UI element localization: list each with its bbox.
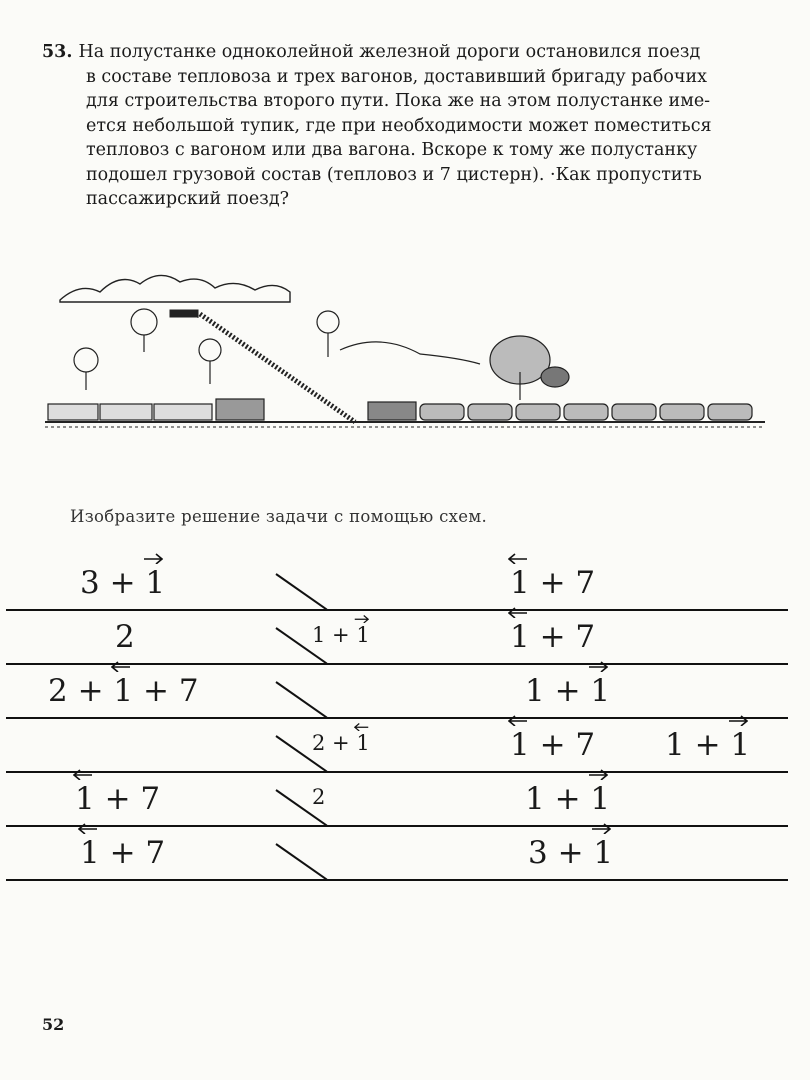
scheme-diagram xyxy=(0,555,810,885)
track-line xyxy=(6,825,788,827)
freight-train xyxy=(368,402,752,420)
right-group: 1 + 1 xyxy=(525,673,610,709)
arrow-left-icon xyxy=(508,606,528,618)
problem-text xyxy=(42,40,770,212)
right-group: 1 + 1 xyxy=(525,781,610,817)
dead-end-slash xyxy=(275,843,327,880)
arrow-left-icon xyxy=(111,660,131,672)
extra-group: 1 + 1 xyxy=(665,727,750,763)
right-group: 1 + 7 xyxy=(510,727,595,763)
track-line xyxy=(6,609,788,611)
dead-end-slash xyxy=(275,681,327,718)
problem-line-7: пассажирский поезд? xyxy=(86,189,289,209)
right-group: 3 + 1 xyxy=(528,835,613,871)
arrow-left-icon xyxy=(354,722,369,731)
left-group: 2 xyxy=(115,619,135,655)
arrow-left-icon xyxy=(508,552,528,564)
problem-line-2: в составе тепловоза и трех вагонов, доставивший бригаду рабочих xyxy=(86,66,707,87)
track-line xyxy=(6,717,788,719)
arrow-left-icon xyxy=(78,822,98,834)
problem-number: 53. xyxy=(42,42,73,62)
arrow-right-icon xyxy=(588,768,608,780)
arrow-left-icon xyxy=(508,714,528,726)
dead-end-group: 2 + 1 xyxy=(312,731,370,755)
problem-line-3: для строительства второго пути. Пока же на этом полустанке име- xyxy=(86,91,711,111)
page-number: 52 xyxy=(42,1015,65,1034)
problem-line-5: тепловоз с вагоном или два вагона. Вскоре к тому же полустанку xyxy=(86,140,698,160)
track-line xyxy=(6,879,788,881)
hills xyxy=(60,275,290,302)
problem-line-6: подошел грузовой состав (тепловоз и 7 цистерн). ·Как пропустить xyxy=(86,164,702,185)
arrow-right-icon xyxy=(354,614,369,623)
arrow-right-icon xyxy=(728,714,748,726)
tree-3 xyxy=(199,339,221,384)
passenger-train xyxy=(48,399,264,420)
dead-end-group: 2 xyxy=(312,785,326,809)
tree-2 xyxy=(131,309,157,352)
arrow-right-icon xyxy=(588,660,608,672)
left-group: 1 + 7 xyxy=(80,835,165,871)
arrow-left-icon xyxy=(73,768,93,780)
right-group: 1 + 7 xyxy=(510,565,595,601)
tree-1 xyxy=(74,348,98,390)
track-line xyxy=(6,771,788,773)
big-tree xyxy=(490,336,569,400)
dead-end-group: 1 + 1 xyxy=(312,623,370,647)
right-group: 1 + 7 xyxy=(510,619,595,655)
tree-4 xyxy=(317,311,339,357)
problem-line-1: 53. На полустанке одноколейной железной дороги остановился поезд xyxy=(42,42,701,62)
left-group: 3 + 1 xyxy=(80,565,165,601)
arrow-right-icon xyxy=(591,822,611,834)
left-group: 2 + 1 + 7 xyxy=(48,673,199,709)
signal xyxy=(170,310,198,318)
problem-line-4: ется небольшой тупик, где при необходимости может поместиться xyxy=(86,115,712,136)
railway-illustration xyxy=(40,262,770,440)
arrow-right-icon xyxy=(143,552,163,564)
left-group: 1 + 7 xyxy=(75,781,160,817)
instruction: Изобразите решение задачи с помощью схем. xyxy=(70,507,488,526)
dead-end-slash xyxy=(275,573,327,610)
